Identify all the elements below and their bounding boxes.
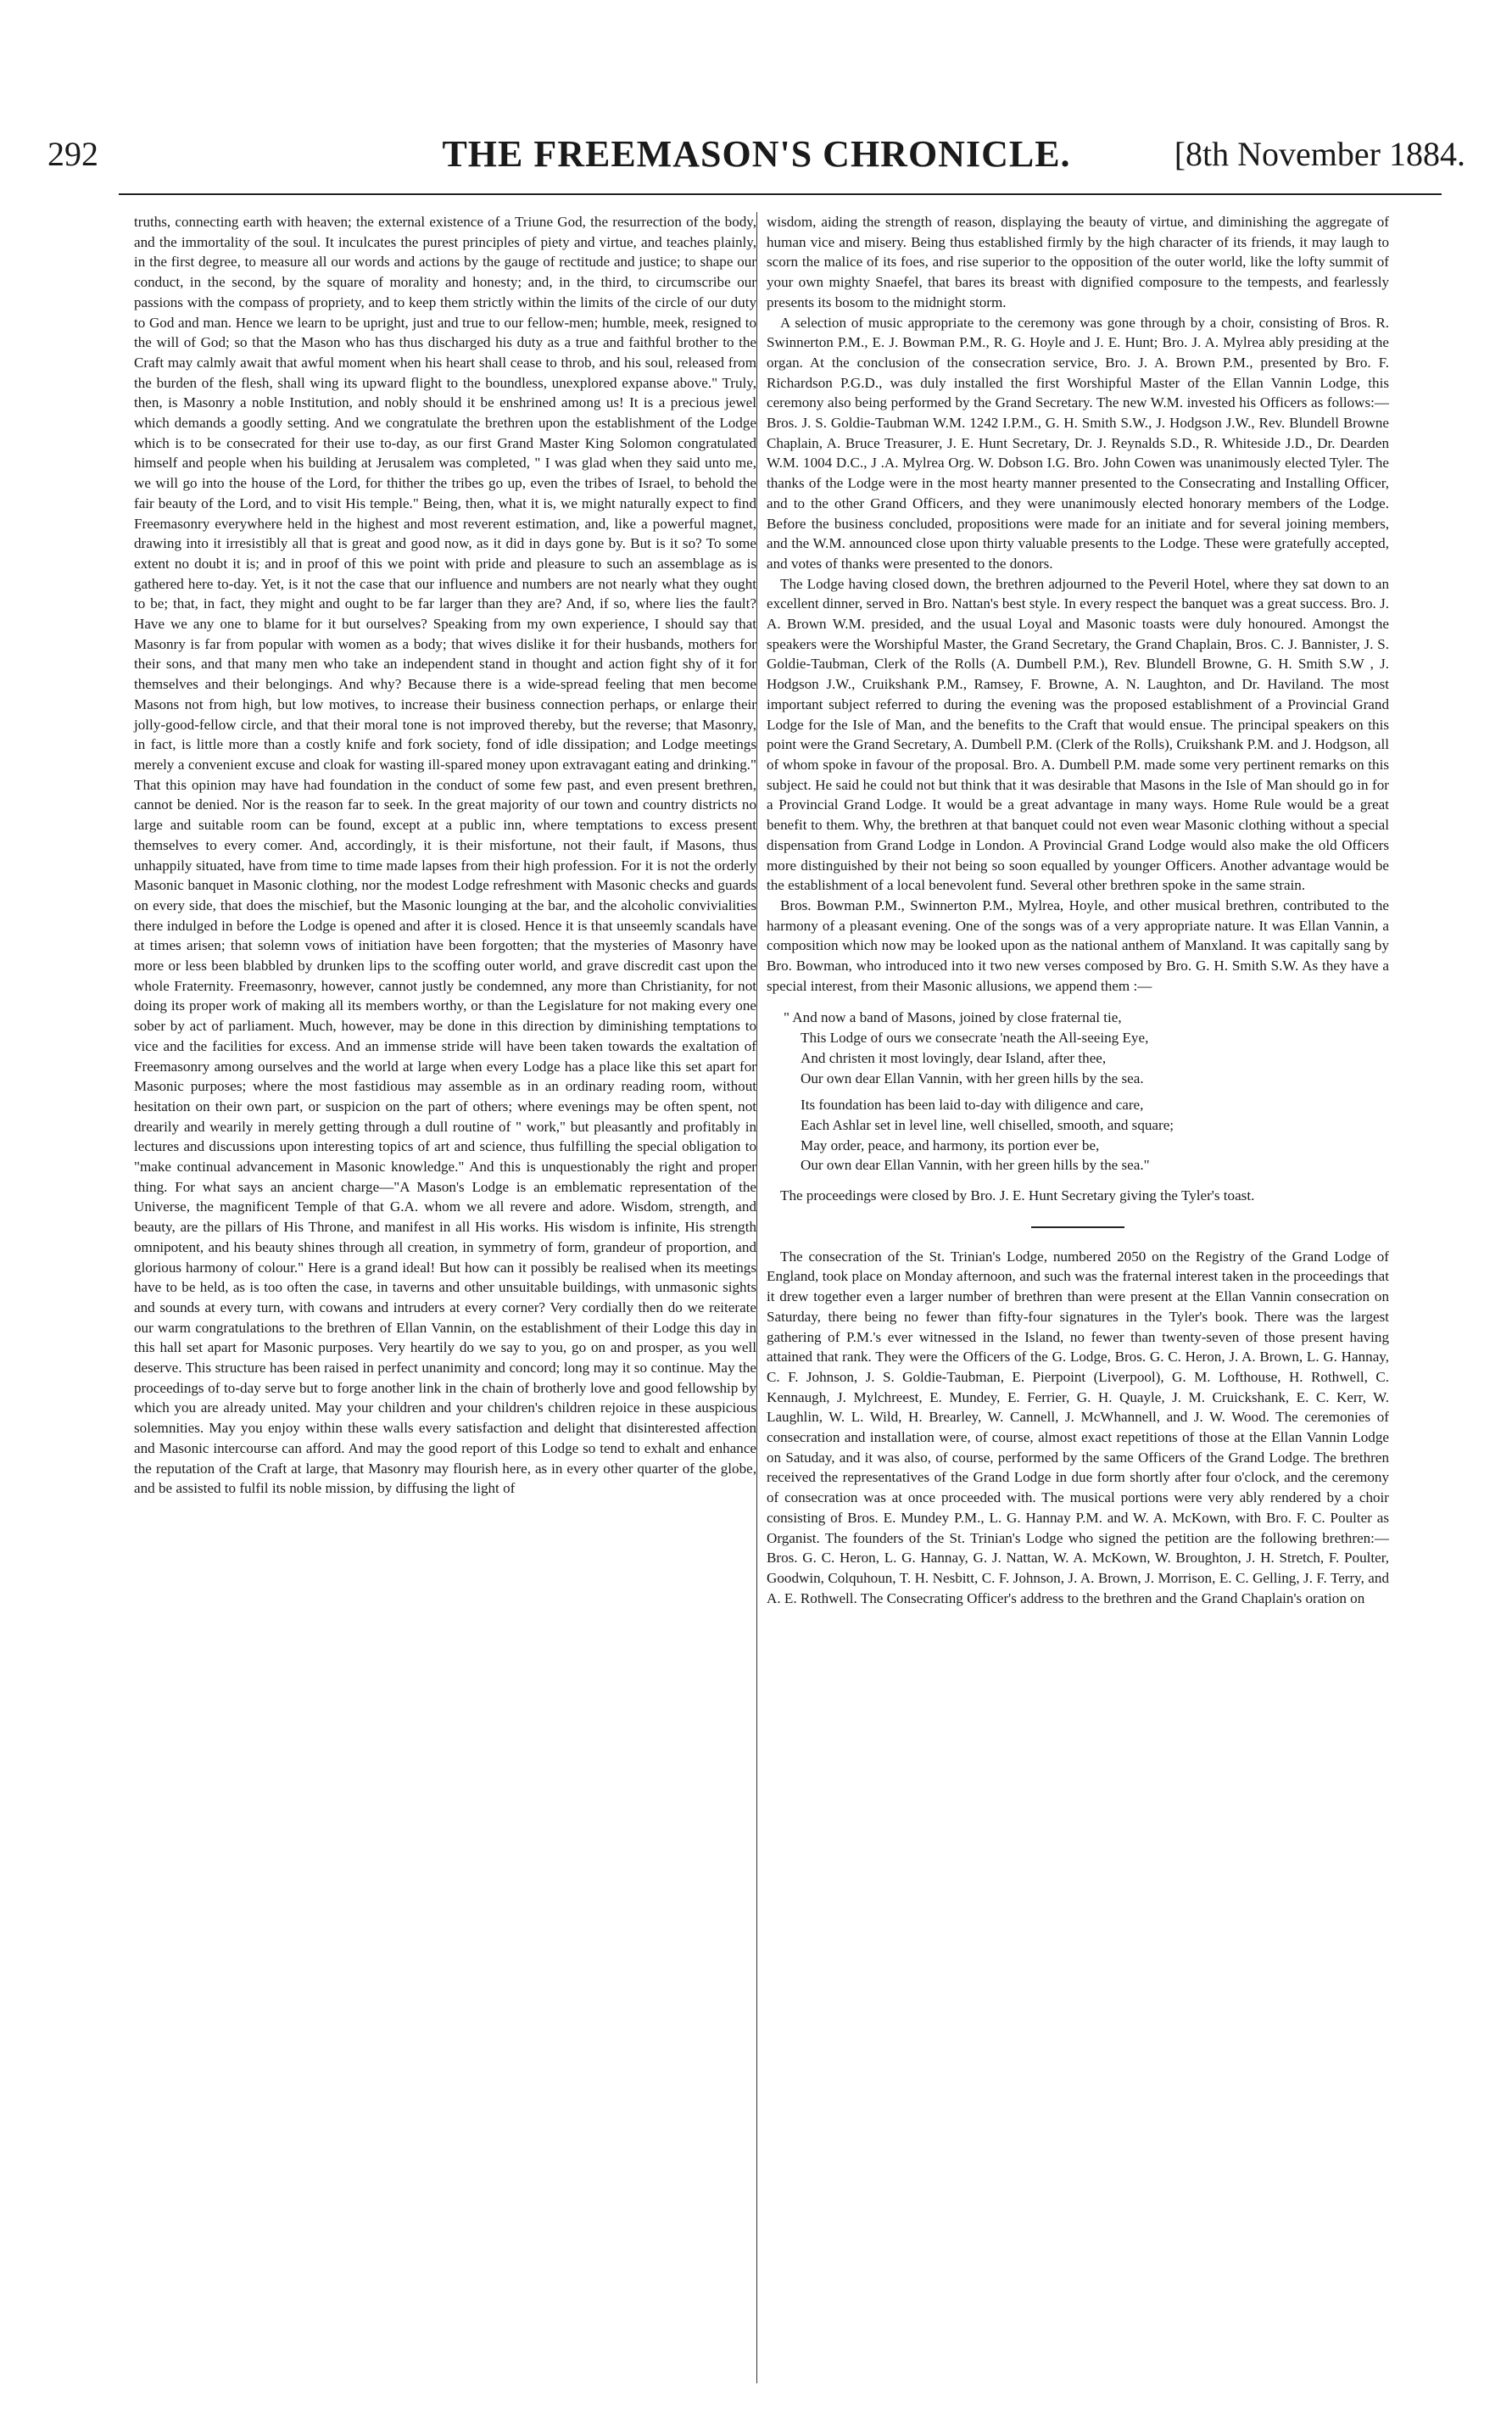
article-paragraph: Bros. Bowman P.M., Swinnerton P.M., Mylrea, Hoyle, and other musical brethren, contributed to the harmony of a pleasant evening. One of the songs was of a very appropriate nature. It was Ellan Vannin, a composition which now may be looked upon as the national anthem of Manxland. It was capitally sang by Bro. Bowman, who introduced into it two new verses composed by Bro. G. H. Smith S.W. As they have a special interest, from their Masonic allusions, we append them :— — [767, 896, 1389, 994]
poem-line: Its foundation has been laid to-day with diligence and care, — [801, 1097, 1144, 1114]
page-number: 292 — [47, 135, 98, 173]
left-column — [134, 212, 756, 1499]
poem-stanza — [770, 1008, 1389, 1088]
article-paragraph: A selection of music appropriate to the ceremony was gone through by a choir, consisting of Bros. R. Swinnerton P.M., E. J. Bowman P.M., R. G. Hoyle and J. E. Hunt; Bro. J. A. Mylrea ably presiding at the organ. At the conclusion of the consecration service, Bro. J. A. Brown P.M., presented by Bro. F. Richardson P.G.D., was duly installed the first Worshipful Master of the Ellan Vannin Lodge, this ceremony also being performed by the Grand Secretary. The new W.M. invested his Officers as follows:—Bros. J. S. Goldie-Taubman W.M. 1242 I.P.M., G. H. Smith S.W., J. Hodgson J.W., Rev. Blundell Browne Chaplain, A. Bruce Treasurer, J. E. Hunt Secretary, Dr. J. Reynalds S.D., R. Whiteside J.D., Dr. Dearden W.M. 1004 D.C., J .A. Mylrea Org. W. Dobson I.G. Bro. John Cowen was unanimously elected Tyler. The thanks of the Lodge were in the most hearty manner presented to the Consecrating and Installing Officer, and to the other Grand Officers, and they were unanimously elected honorary members of the Lodge. Before the business concluded, propositions were made for an initiate and for several joining members, and the W.M. announced close upon thirty valuable presents to the Lodge. These were gratefully accepted, and votes of thanks were presented to the donors. — [767, 314, 1389, 572]
section-divider-rule — [1031, 1226, 1124, 1228]
column-divider — [756, 212, 757, 2383]
header-rule — [119, 193, 1442, 195]
right-column — [767, 212, 1389, 1608]
poem-line: Each Ashlar set in level line, well chiselled, smooth, and square; — [801, 1116, 1174, 1133]
article-paragraph: The proceedings were closed by Bro. J. E. Hunt Secretary giving the Tyler's toast. — [780, 1187, 1255, 1204]
song-verses — [770, 1008, 1389, 1176]
article-paragraph: truths, connecting earth with heaven; the external existence of a Triune God, the resurrection of the body, and the immortality of the soul. It inculcates the purest principles of piety and virtue, and teaches plainly, in the first degree, to measure all our words and actions by the gauge of rectitude and justice; to shape our conduct, in the second, by the square of morality and honesty; and, in the third, to circumscribe our passions with the compass of propriety, and to keep them strictly within the limits of the circle of our duty to God and man. Hence we learn to be upright, just and true to our fellow-men; humble, meek, resigned to the will of God; so that the Mason who has thus discharged his duty as a true and faithful brother to the Craft may calmly await that awful moment when his heart shall cease to throb, and his soul, released from the burden of the flesh, shall wing its upward flight to the boundless, unexplored expanse above." Truly, then, is Masonry a noble Institution, and nobly should it be enshrined among us! It is a precious jewel which demands a goodly setting. And we congratulate the brethren upon the establishment of the Lodge which is to be consecrated for their use to-day, as our first Grand Master King Solomon congratulated himself and people when his building at Jerusalem was completed, " I was glad when they said unto me, we will go into the house of the Lord, for thither the tribes go up, even the tribes of Israel, to behold the fair beauty of the Lord, and to visit His temple." Being, then, what it is, we might naturally expect to find Freemasonry everywhere held in the highest and most reverent estimation, and, like a powerful magnet, drawing into it irresistibly all that is great and good now, as it did in days gone by. But is it so? To some extent no doubt it is; and in proof of this we point with pride and pleasure to such an assemblage as is gathered here to-day. Yet, is it not the case that our influence and numbers are not nearly what they ought to be; that, in fact, they might and ought to be far larger than they are? And, if so, where lies the fault? Have we any one to blame for it but ourselves? Speaking from my own experience, I should say that Masonry is far from popular with women as a body; that wives dislike it for their husbands, mothers for their sons, and that many men who take an independent stand in thought and action fight shy of it for themselves and their belongings. And why? Because there is a wide-spread feeling that men become Masons not from high, but low motives, to increase their business connection perhaps, or enlarge their jolly-good-fellow circle, and that their moral tone is not improved thereby, but the reverse; that Masonry, in fact, is little more than a costly knife and fork society, fond of idle dissipation; and Lodge meetings merely a convenient excuse and cloak for wasting ill-spared money upon extravagant eating and drinking." That this opinion may have had foundation in the conduct of some few past, and even present brethren, cannot be denied. Nor is the reason far to seek. In the great majority of our town and country districts no large and suitable room can be found, except at a public inn, where temptations to excess present themselves to every comer. And, accordingly, it is their misfortune, not their fault, if Masons, thus unhappily situated, have from time to time made lapses from their high profession. For it is not the orderly Masonic banquet in Masonic clothing, nor the modest Lodge refreshment with Masonic checks and guards on every side, that does the mischief, but the Masonic lounging at the bar, and the alcoholic convivialities there indulged in before the Lodge is opened and after it is closed. Hence it is that unseemly scandals have at times arisen; that solemn vows of initiation have been forgotten; that the mysteries of Masonry have more or less been blabbled by drunken lips to the scoffing outer world, and grave discredit cast upon the whole Fraternity. Freemasonry, however, cannot justly be condemned, any more than Christianity, for not doing its proper work of making all its members worthy, or than the Legislature for not making every one sober by act of parliament. Much, however, may be done in this direction by diminishing temptations to vice and the facilities for excess. And an immense stride will have been taken towards the exaltation of Freemasonry among ourselves and the world at large when every Lodge has a place like this set apart for Masonic purposes; where the most fastidious may assemble as in an ordinary reading room, without hesitation on their own part, or suspicion on the part of others; where evenings may be often spent, not drearily and wearily in merely getting through a dull routine of " work," but pleasantly and profitably in lectures and discussions upon interesting topics of art and science, thus fulfilling the special obligation to "make continual advancement in Masonic knowledge." And this is unquestionably the right and proper thing. For what says an ancient charge—"A Mason's Lodge is an emblematic representation of the Universe, the magnificent Temple of that G.A. whom we all revere and adore. Wisdom, strength, and beauty, are the pillars of His Throne, and manifest in all His works. His wisdom is infinite, His strength omnipotent, and his beauty shines through all creation, in symmetry of form, grandeur of proportion, and glorious harmony of colour." Here is a grand ideal! But how can it possibly be realised when its meetings have to be held, as is too often the case, in taverns and other unsuitable buildings, with unmasonic sights and sounds at every turn, with cowans and intruders at every corner? Very cordially then do we reiterate our warm congratulations to the brethren of Ellan Vannin, on the establishment of their Lodge this day in this hall set apart for Masonic purposes. Very heartily do we say to you, go on and prosper, as you well deserve. This structure has been raised in perfect unanimity and concord; long may it so continue. May the proceedings of to-day serve but to forge another link in the chain of brotherly love and good fellowship by which you are already united. May your children and your children's children rejoice in these auspicious solemnities. May you enjoy within these walls every satisfaction and delight that disinterested affection and Masonic intercourse can afford. And may the good report of this Lodge so tend to exhalt and enhance the reputation of the Craft at large, that Masonry may flourish here, as in every other quarter of the globe, and be assisted to fulfil its noble mission, by diffusing the light of — [134, 214, 756, 1497]
article-paragraph: The Lodge having closed down, the brethren adjourned to the Peveril Hotel, where they sat down to an excellent dinner, served in Bro. Nattan's best style. In every respect the banquet was a great success. Bro. J. A. Brown W.M. presided, and the usual Loyal and Masonic toasts were duly honoured. Amongst the speakers were the Worshipful Master, the Grand Secretary, the Grand Chaplain, Bros. C. J. Bannister, J. S. Goldie-Taubman, Clerk of the Rolls (A. Dumbell P.M.), Rev. Blundell Browne, G. H. Smith S.W , J. Hodgson J.W., Cruikshank P.M., Ramsey, F. Browne, A. N. Laughton, and Dr. Haviland. The most important subject referred to during the evening was the proposed establishment of a Provincial Grand Lodge for the Isle of Man, and the benefits to the Craft that would ensue. The principal speakers on this point were the Grand Secretary, A. Dumbell P.M. (Clerk of the Rolls), Cruikshank P.M. and J. Hodgson, all of whom spoke in favour of the proposal. Bro. A. Dumbell P.M. made some very pertinent remarks on this subject. He said he could not but think that it was desirable that Masons in the Isle of Man should go in for a Provincial Grand Lodge. It would be a great advantage in many ways. Home Rule would be a great benefit to them. Why, the brethren at that banquet could not even wear Masonic clothing without a special dispensation from Grand Lodge in London. A Provincial Grand Lodge would also make the old Officers more distinguished by their not being so soon equalled by younger Officers. Another advantage would be the establishment of a local benevolent fund. Several other brethren spoke in the same strain. — [767, 575, 1389, 894]
article-paragraph: The consecration of the St. Trinian's Lodge, numbered 2050 on the Registry of the Grand Lodge of England, took place on Monday afternoon, and such was the fraternal interest taken in the proceedings that it drew together even a larger number of brethren than were present at the Ellan Vannin consecration on Saturday, there being no fewer than fifty-four signatures in the Tyler's book. There was the largest gathering of P.M.'s ever witnessed in the Island, no fewer than twenty-seven of those present having attained that rank. They were the Officers of the G. Lodge, Bros. G. C. Heron, J. A. Brown, L. G. Hannay, C. F. Johnson, J. S. Goldie-Taubman, E. Pierpoint (Liverpool), G. M. Lofthouse, H. Rothwell, C. Kennaugh, J. Mylchreest, E. Mundey, E. Ferrier, G. H. Quayle, J. M. Cruickshank, E. C. Kerr, W. Laughlin, W. L. Wild, H. Brearley, W. Cannell, J. McWhannell, and J. W. Wood. The ceremonies of consecration and installation were, of course, almost exact repetitions of those at the Ellan Vannin Lodge on Satuday, and it was also, of course, performed by the same Officers of the Grand Lodge. The brethren received the representatives of the Grand Lodge in due form shortly after four o'clock, and the ceremony of consecration was at once proceeded with. The musical portions were very ably rendered by a choir consisting of Bros. E. Mundey P.M., L. G. Hannay P.M. and W. A. McKown, with Bro. F. C. Poulter as Organist. The founders of the St. Trinian's Lodge who signed the petition are the following brethren:—Bros. G. C. Heron, L. G. Hannay, G. J. Nattan, W. A. McKown, W. Broughton, J. H. Stretch, F. Poulter, Goodwin, Colquhoun, T. H. Nesbitt, C. F. Johnson, J. A. Brown, J. Morrison, E. C. Gelling, J. F. Terry, and A. E. Rothwell. The Consecrating Officer's address to the brethren and the Grand Chaplain's oration on — [767, 1248, 1389, 1606]
poem-line: Our own dear Ellan Vannin, with her green hills by the sea. — [801, 1070, 1144, 1086]
poem-line: May order, peace, and harmony, its portion ever be, — [801, 1137, 1100, 1153]
masthead — [47, 129, 1465, 180]
issue-date: [8th November 1884. — [1174, 135, 1465, 173]
poem-line: " And now a band of Masons, joined by close fraternal tie, — [784, 1009, 1122, 1026]
publication-title: THE FREEMASON'S CHRONICLE. — [442, 133, 1071, 175]
article-paragraph: wisdom, aiding the strength of reason, displaying the beauty of virtue, and diminishing the aggregate of human vice and misery. Being thus established firmly by the high character of its friends, it may laugh to scorn the malice of its foes, and rise superior to the opposition of the outer world, like the lofty summit of your own mighty Snaefel, that bares its breast with dignified composure to the tempests, and fearlessly presents its bosom to the midnight storm. — [767, 214, 1389, 310]
poem-line: Our own dear Ellan Vannin, with her green hills by the sea." — [801, 1157, 1150, 1174]
poem-line: This Lodge of ours we consecrate 'neath the All-seeing Eye, — [801, 1030, 1149, 1047]
poem-line: And christen it most lovingly, dear Island, after thee, — [801, 1049, 1107, 1066]
poem-stanza — [770, 1095, 1389, 1176]
